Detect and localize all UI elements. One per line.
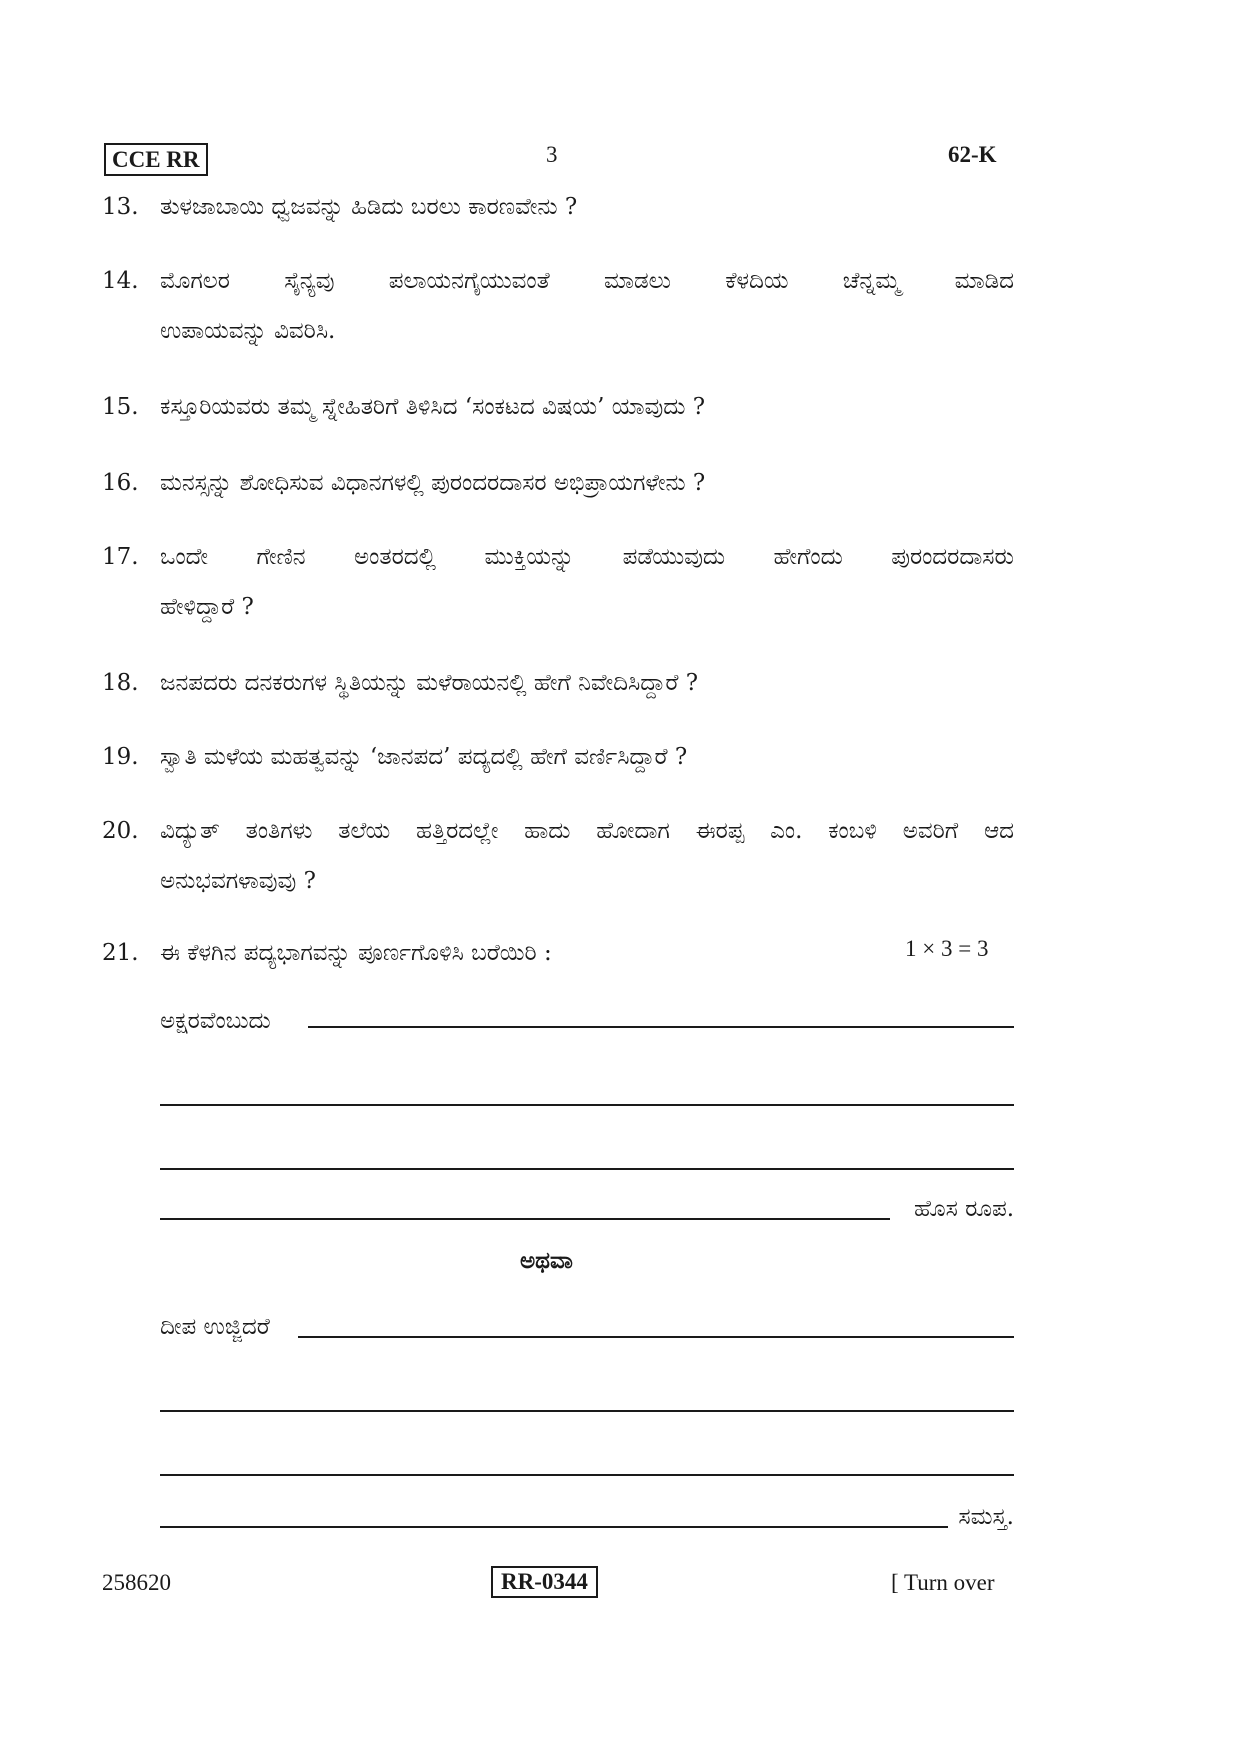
answer-blank [160, 1168, 1014, 1170]
question-text-line-2: ಅನುಭವಗಳಾವುವು ? [160, 868, 316, 894]
question-15 [102, 382, 1014, 432]
question-text-line-1: ವಿದ್ಯುತ್ ತಂತಿಗಳು ತಲೆಯ ಹತ್ತಿರದಲ್ಲೇ ಹಾದು ಹೋದಾಗ ಈರಪ್ಪ ಎಂ. ಕಂಬಳಿ ಅವರಿಗೆ ಆದ [160, 818, 1014, 844]
question-18 [102, 658, 1014, 708]
question-number: 18. [102, 670, 139, 696]
answer-blank [308, 1026, 1014, 1028]
question-text-line-1: ಮೊಗಲರ ಸೈನ್ಯವು ಪಲಾಯನಗೈಯುವಂತೆ ಮಾಡಲು ಕೆಳದಿಯ ಚೆನ್ನಮ್ಮ ಮಾಡಿದ [160, 268, 1014, 294]
question-number: 21. [102, 940, 139, 966]
poem-a-end: ಹೊಸ ರೂಪ. [914, 1196, 1014, 1222]
question-number: 15. [102, 394, 139, 420]
question-text-line-1: ಒಂದೇ ಗೇಣಿನ ಅಂತರದಲ್ಲಿ ಮುಕ್ತಿಯನ್ನು ಪಡೆಯುವುದು ಹೇಗೆಂದು ಪುರಂದರದಾಸರು [160, 544, 1014, 570]
marks-allocation: 1 × 3 = 3 [905, 936, 989, 961]
poem-a-line-2 [160, 1070, 1014, 1106]
answer-blank [160, 1474, 1014, 1476]
poem-b-start: ದೀಪ ಉಜ್ಜಿದರೆ [160, 1314, 274, 1340]
poem-a-line-4 [160, 1188, 1014, 1224]
poem-b-line-1 [160, 1306, 1014, 1342]
or-separator: ಅಥವಾ [520, 1247, 573, 1274]
footer-code-box: RR-0344 [491, 1566, 598, 1598]
question-number: 19. [102, 744, 139, 770]
question-number: 20. [102, 818, 139, 844]
question-text: ಮನಸ್ಸನ್ನು ಶೋಧಿಸುವ ವಿಧಾನಗಳಲ್ಲಿ ಪುರಂದರದಾಸರ ಅಭಿಪ್ರಾಯಗಳೇನು ? [160, 470, 706, 496]
poem-a-line-3 [160, 1134, 1014, 1170]
answer-blank [160, 1526, 948, 1528]
question-19 [102, 732, 1014, 782]
poem-b-end: ಸಮಸ್ತ. [958, 1504, 1014, 1530]
question-number: 14. [102, 268, 139, 294]
question-16 [102, 458, 1014, 508]
poem-a-line-1 [160, 1000, 1014, 1036]
question-number: 16. [102, 470, 139, 496]
question-text: ಜನಪದರು ದನಕರುಗಳ ಸ್ಥಿತಿಯನ್ನು ಮಳೆರಾಯನಲ್ಲಿ ಹೇಗೆ ನಿವೇದಿಸಿದ್ದಾರೆ ? [160, 670, 699, 696]
question-17 [102, 532, 1014, 632]
poem-b-line-2 [160, 1376, 1014, 1412]
question-text: ಸ್ವಾತಿ ಮಳೆಯ ಮಹತ್ವವನ್ನು ‘ಜಾನಪದ’ ಪದ್ಯದಲ್ಲಿ ಹೇಗೆ ವರ್ಣಿಸಿದ್ದಾರೆ ? [160, 744, 688, 770]
question-number: 17. [102, 544, 139, 570]
answer-blank [160, 1218, 890, 1220]
question-number: 13. [102, 194, 139, 220]
paper-series-box: CCE RR [104, 143, 208, 176]
poem-a-start: ಅಕ್ಷರವೆಂಬುದು [160, 1008, 275, 1034]
question-20 [102, 806, 1014, 906]
poem-b-line-3 [160, 1440, 1014, 1476]
question-text: ತುಳಜಾಬಾಯಿ ಧ್ವಜವನ್ನು ಹಿಡಿದು ಬರಲು ಕಾರಣವೇನು ? [160, 194, 578, 220]
question-21 [102, 928, 1014, 978]
question-text-line-2: ಹೇಳಿದ್ದಾರೆ ? [160, 594, 254, 620]
question-text: ಕಸ್ತೂರಿಯವರು ತಮ್ಮ ಸ್ನೇಹಿತರಿಗೆ ತಿಳಿಸಿದ ‘ಸಂಕಟದ ವಿಷಯ’ ಯಾವುದು ? [160, 394, 706, 420]
question-13 [102, 182, 1014, 232]
footer-serial: 258620 [102, 1570, 171, 1595]
paper-code: 62-K [948, 142, 997, 167]
question-text-line-2: ಉಪಾಯವನ್ನು ವಿವರಿಸಿ. [160, 318, 336, 344]
poem-b-line-4 [160, 1496, 1014, 1532]
answer-blank [160, 1104, 1014, 1106]
page-number: 3 [546, 142, 558, 167]
turn-over-note: [ Turn over [891, 1570, 995, 1595]
question-text: ಈ ಕೆಳಗಿನ ಪದ್ಯಭಾಗವನ್ನು ಪೂರ್ಣಗೊಳಿಸಿ ಬರೆಯಿರಿ : [160, 940, 552, 966]
answer-blank [298, 1336, 1014, 1338]
question-14 [102, 256, 1014, 356]
answer-blank [160, 1410, 1014, 1412]
